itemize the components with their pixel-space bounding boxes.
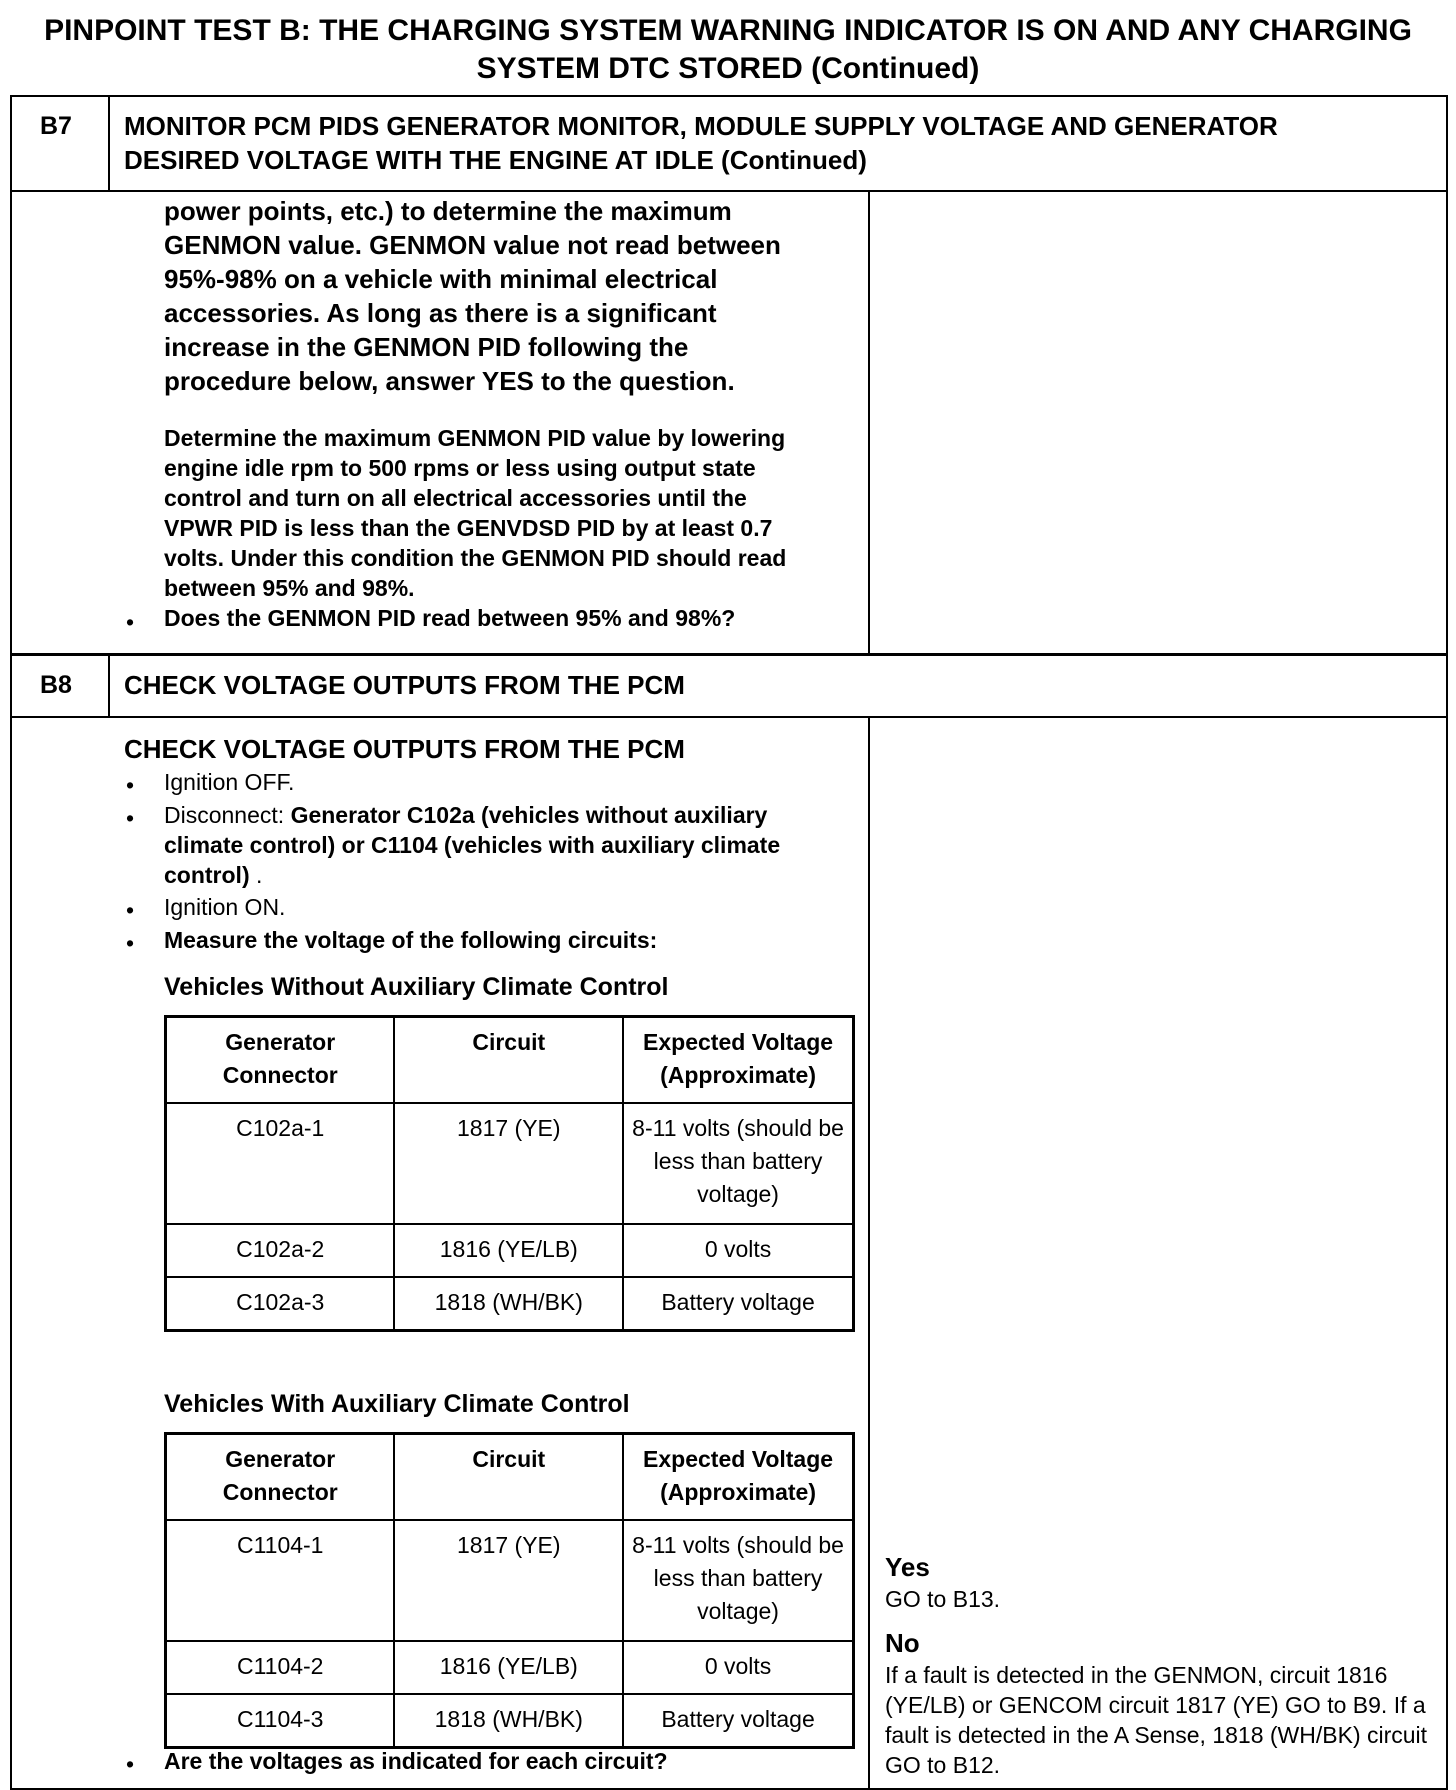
column-header: Circuit xyxy=(394,1434,623,1521)
divider xyxy=(108,95,110,191)
table-cell: 0 volts xyxy=(623,1224,853,1277)
bullet-icon: • xyxy=(126,897,135,923)
table-cell: C1104-2 xyxy=(166,1641,395,1694)
divider xyxy=(10,653,1448,656)
table-cell: C102a-1 xyxy=(166,1103,395,1224)
step-id-b7: B7 xyxy=(40,112,72,140)
voltage-table-without-aux xyxy=(164,1015,855,1332)
page-title-line1: PINPOINT TEST B: THE CHARGING SYSTEM WARNING INDICATOR IS ON AND ANY CHARGING xyxy=(44,14,1412,47)
table-row xyxy=(166,1103,854,1224)
b8-bullet-measure: Measure the voltage of the following circuits: xyxy=(164,927,658,953)
table1-heading: Vehicles Without Auxiliary Climate Control xyxy=(164,973,669,1001)
table-row xyxy=(166,1224,854,1277)
table-cell: C1104-3 xyxy=(166,1694,395,1747)
voltage-table-with-aux xyxy=(164,1432,855,1749)
step-title-b8: CHECK VOLTAGE OUTPUTS FROM THE PCM xyxy=(124,670,685,700)
table-cell: 8-11 volts (should be less than battery voltage) xyxy=(623,1520,853,1641)
table-header-row xyxy=(166,1017,854,1104)
table-cell: 1818 (WH/BK) xyxy=(394,1277,623,1330)
table-cell: 0 volts xyxy=(623,1641,853,1694)
bullet-icon: • xyxy=(126,805,135,831)
table-cell: 1816 (YE/LB) xyxy=(394,1641,623,1694)
table2-heading: Vehicles With Auxiliary Climate Control xyxy=(164,1390,630,1418)
bullet-icon: • xyxy=(126,772,135,798)
answer-no-label: No xyxy=(885,1628,920,1658)
answer-yes-label: Yes xyxy=(885,1552,930,1582)
table-cell: 1817 (YE) xyxy=(394,1103,623,1224)
table-cell: 1816 (YE/LB) xyxy=(394,1224,623,1277)
column-header: Generator Connector xyxy=(166,1434,395,1521)
step-id-b8: B8 xyxy=(40,671,72,699)
divider xyxy=(868,191,870,653)
divider xyxy=(108,654,110,717)
page-title-line2: SYSTEM DTC STORED (Continued) xyxy=(476,52,980,85)
b7-paragraph-1: power points, etc.) to determine the maximum GENMON value. GENMON value not read between 95%-98% on a vehicle with minimal electrical accessories. As long as there is a significant increase in the GENMON PID following the procedure below, answer YES to the question. xyxy=(164,196,781,396)
table-cell: 8-11 volts (should be less than battery voltage) xyxy=(623,1103,853,1224)
b8-subtitle: CHECK VOLTAGE OUTPUTS FROM THE PCM xyxy=(124,734,685,764)
table-cell: C1104-1 xyxy=(166,1520,395,1641)
table-cell: Battery voltage xyxy=(623,1694,853,1747)
b7-paragraph-2: Determine the maximum GENMON PID value by lowering engine idle rpm to 500 rpms or less using output state control and turn on all electrical accessories until the VPWR PID is less than the GENVDSD PID by at least 0.7 volts. Under this condition the GENMON PID should read between 95% and 98%. xyxy=(164,425,787,601)
column-header: Expected Voltage (Approximate) xyxy=(623,1017,853,1104)
table-row xyxy=(166,1277,854,1330)
column-header: Generator Connector xyxy=(166,1017,395,1104)
divider xyxy=(10,190,1448,192)
table-row xyxy=(166,1520,854,1641)
table-cell: C102a-3 xyxy=(166,1277,395,1330)
bullet-icon: • xyxy=(126,1751,135,1777)
b8-bullet-ignition-on: Ignition ON. xyxy=(164,894,286,920)
answer-no-text: If a fault is detected in the GENMON, circuit 1816 (YE/LB) or GENCOM circuit 1817 (YE) GO to B9. If a fault is detected in the A Sense, 1818 (WH/BK) circuit GO to B12. xyxy=(885,1662,1428,1778)
bullet-icon: • xyxy=(126,930,135,956)
divider xyxy=(10,716,1448,718)
b8-bullet-ignition-off: Ignition OFF. xyxy=(164,769,295,795)
b8-bullet-disconnect: Disconnect: Generator C102a (vehicles without auxiliary climate control) or C1104 (vehicles with auxiliary climate control) . xyxy=(164,802,781,888)
b7-question: Does the GENMON PID read between 95% and 98%? xyxy=(164,605,736,631)
table-header-row xyxy=(166,1434,854,1521)
column-header: Circuit xyxy=(394,1017,623,1104)
table-cell: 1818 (WH/BK) xyxy=(394,1694,623,1747)
table-cell: Battery voltage xyxy=(623,1277,853,1330)
b8-question: Are the voltages as indicated for each circuit? xyxy=(164,1748,668,1774)
step-title-b7: MONITOR PCM PIDS GENERATOR MONITOR, MODULE SUPPLY VOLTAGE AND GENERATOR DESIRED VOLTAGE WITH THE ENGINE AT IDLE (Continued) xyxy=(124,111,1278,175)
answer-yes-text: GO to B13. xyxy=(885,1586,1001,1612)
table-row xyxy=(166,1641,854,1694)
table-row xyxy=(166,1694,854,1747)
table-cell: C102a-2 xyxy=(166,1224,395,1277)
bullet-icon: • xyxy=(126,609,135,635)
table-cell: 1817 (YE) xyxy=(394,1520,623,1641)
page-title xyxy=(0,12,1456,88)
divider xyxy=(868,717,870,1790)
column-header: Expected Voltage (Approximate) xyxy=(623,1434,853,1521)
